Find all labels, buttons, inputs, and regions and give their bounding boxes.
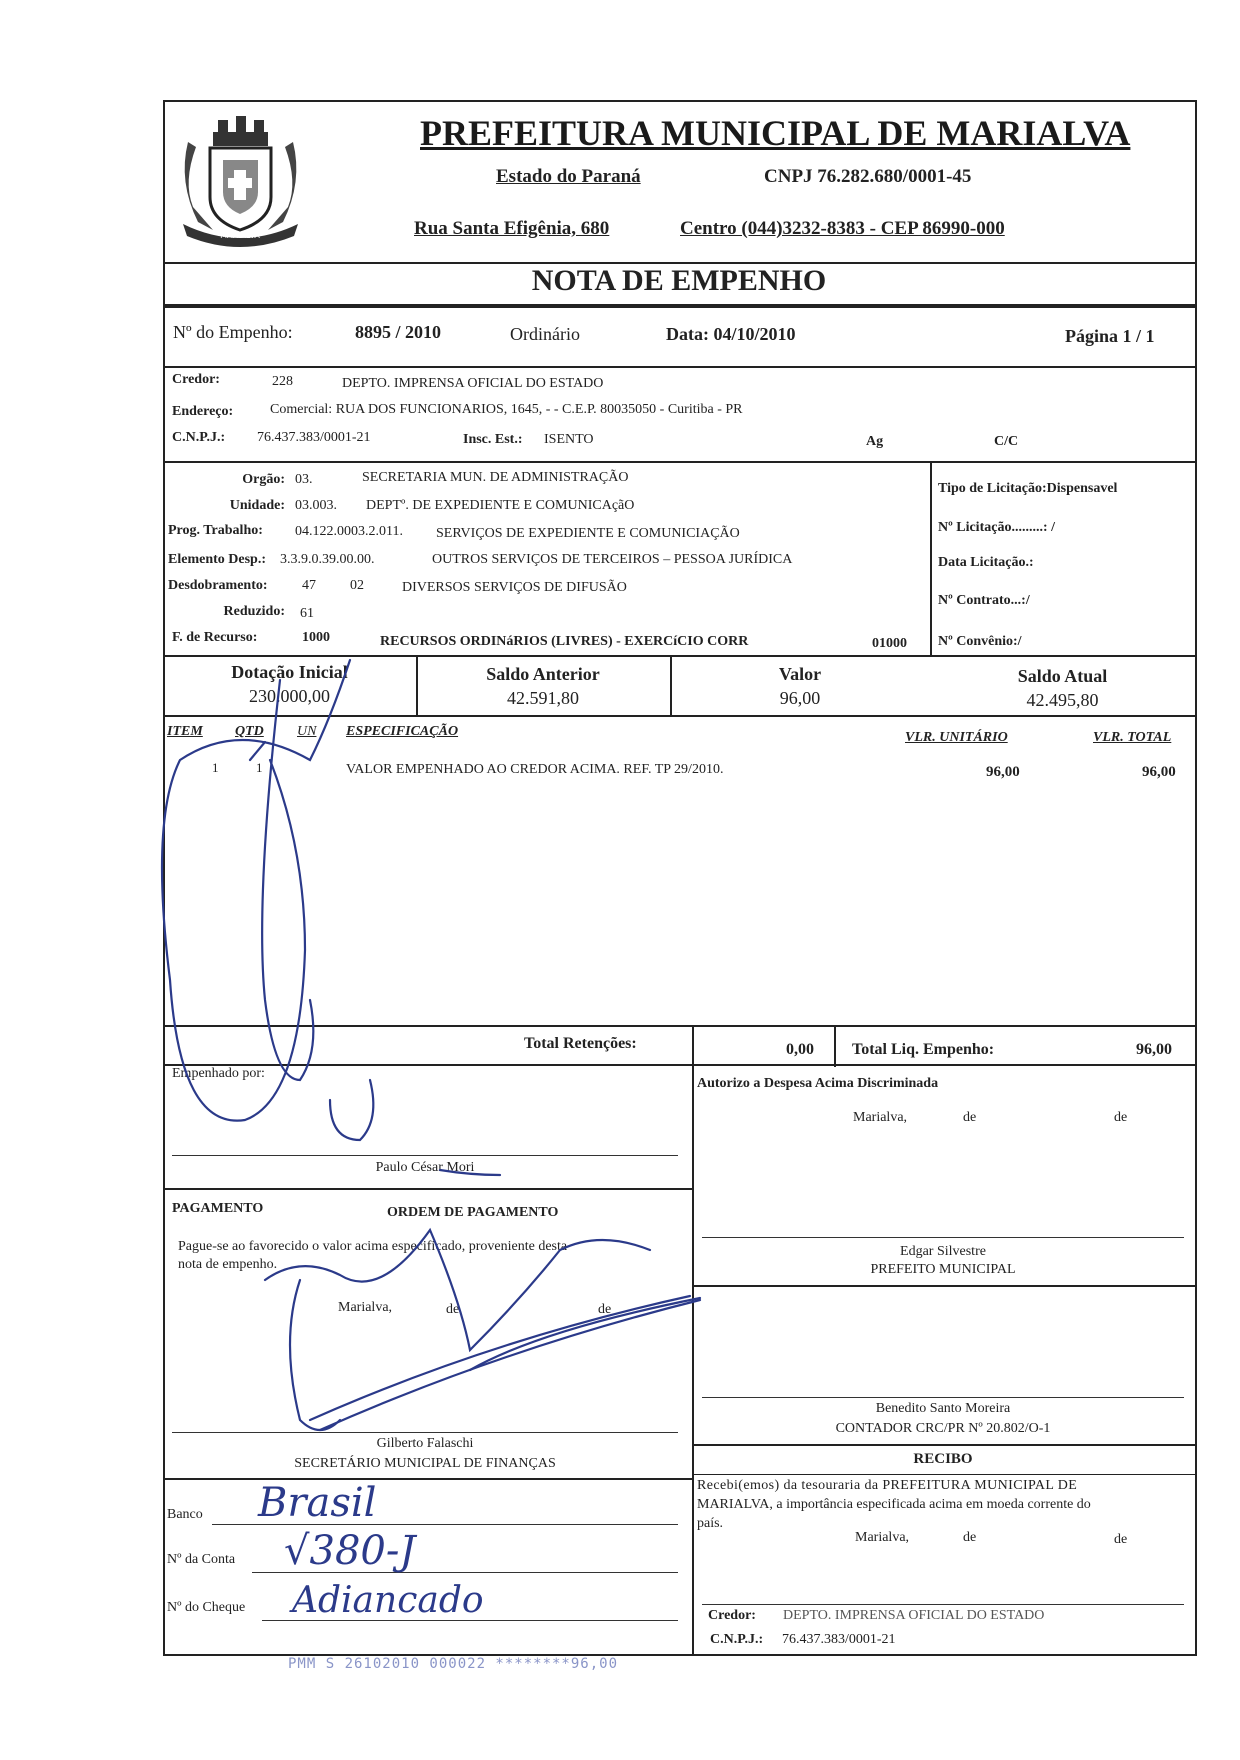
orgao-code: 03. (295, 472, 313, 487)
pagamento-de-2: de (598, 1302, 612, 1317)
retencoes-label: Total Retenções: (524, 1035, 637, 1052)
recibo-credor: DEPTO. IMPRENSA OFICIAL DO ESTADO (783, 1608, 1045, 1623)
reduzido-label: Reduzido: (223, 604, 285, 619)
valor-label: Valor (778, 664, 822, 684)
page-title: PREFEITURA MUNICIPAL DE MARIALVA (420, 113, 1131, 153)
recurso-value: RECURSOS ORDINáRIOS (LIVRES) - EXERCíCIO CORR (380, 634, 749, 649)
recibo-credor-label: Credor: (708, 1608, 756, 1623)
col-un: UN (297, 724, 317, 739)
pague-text-2: nota de empenho. (178, 1257, 278, 1272)
retencoes-value: 0,00 (786, 1041, 814, 1058)
orgao-label: Orgão: (242, 472, 285, 487)
empenho-number: 8895 / 2010 (355, 322, 442, 342)
credor-name: DEPTO. IMPRENSA OFICIAL DO ESTADO (342, 376, 604, 391)
dotacao-value: 230.000,00 (249, 686, 330, 706)
address-label: Rua Santa Efigênia, 680 (414, 218, 610, 239)
row-unit: 96,00 (986, 764, 1020, 780)
desd-label: Desdobramento: (168, 578, 268, 593)
empenhado-name: Paulo César Mori (375, 1160, 475, 1175)
pagamento-de-1: de (446, 1302, 460, 1317)
liquido-value: 96,00 (1136, 1041, 1172, 1058)
bank-stamp: PMM S 26102010 000022 ********96,00 (288, 1656, 619, 1672)
saldo-atual-label: Saldo Atual (1017, 666, 1108, 686)
pague-text: Pague-se ao favorecido o valor acima especificado, proveniente desta (178, 1239, 568, 1254)
cc-label: C/C (994, 434, 1019, 449)
elem-value: OUTROS SERVIÇOS DE TERCEIROS – PESSOA JURÍDICA (432, 552, 793, 567)
col-total: VLR. TOTAL (1093, 730, 1172, 745)
prog-code: 04.122.0003.2.011. (295, 524, 403, 539)
empenho-date: Data: 04/10/2010 (666, 324, 796, 344)
row-item: 1 (212, 760, 219, 775)
prog-label: Prog. Trabalho: (168, 523, 263, 538)
autorizo-label: Autorizo a Despesa Acima Discriminada (697, 1076, 939, 1091)
row-total: 96,00 (1142, 764, 1176, 780)
page-number: Página 1 / 1 (1065, 326, 1155, 346)
elem-code: 3.3.9.0.39.00.00. (280, 552, 375, 567)
recibo-cnpj: 76.437.383/0001-21 (782, 1632, 896, 1647)
elem-label: Elemento Desp.: (168, 552, 266, 567)
reduzido-value: 61 (300, 606, 314, 621)
pagamento-city: Marialva, (338, 1300, 393, 1315)
recibo-city: Marialva, (855, 1530, 910, 1545)
prefeito-name: Edgar Silvestre (900, 1244, 986, 1259)
autorizo-de-1: de (963, 1110, 977, 1125)
autorizo-de-2: de (1114, 1110, 1128, 1125)
recibo-label: RECIBO (913, 1451, 973, 1467)
row-qtd: 1 (256, 760, 263, 775)
recurso-code: 1000 (302, 630, 330, 645)
recurso-label: F. de Recurso: (172, 630, 258, 645)
banco-handwritten: Brasil (258, 1480, 377, 1526)
autorizo-city: Marialva, (853, 1110, 908, 1125)
prog-value: SERVIÇOS DE EXPEDIENTE E COMUNICIAÇÃO (436, 526, 740, 541)
secretario-name: Gilberto Falaschi (376, 1436, 474, 1451)
col-spec: ESPECIFICAÇÃO (346, 724, 459, 739)
cnpj-label: CNPJ 76.282.680/0001-45 (764, 166, 972, 187)
contact-label: Centro (044)3232-8383 - CEP 86990-000 (680, 218, 1005, 239)
desd-value: DIVERSOS SERVIÇOS DE DIFUSÃO (402, 580, 627, 595)
empenho-number-label: Nº do Empenho: (173, 322, 293, 342)
data-licitacao: Data Licitação.: (938, 555, 1034, 570)
cheque-label: Nº do Cheque (167, 1600, 246, 1615)
recibo-cnpj-label: C.N.P.J.: (710, 1632, 764, 1647)
address-field-label: Endereço: (172, 404, 234, 419)
unidade-code: 03.003. (295, 498, 337, 513)
conta-label: Nº da Conta (167, 1552, 236, 1567)
pagamento-label: PAGAMENTO (172, 1201, 264, 1216)
row-spec: VALOR EMPENHADO AO CREDOR ACIMA. REF. TP 29/2010. (346, 762, 724, 777)
tipo-licitacao: Tipo de Licitação:Dispensavel (938, 481, 1118, 496)
conta-handwritten: √380-J (284, 1528, 416, 1574)
credor-label: Credor: (172, 372, 220, 387)
credor-address: Comercial: RUA DOS FUNCIONARIOS, 1645, - - C.E.P. 80035050 - Curitiba - PR (270, 402, 743, 417)
insc-value: ISENTO (544, 432, 594, 447)
empenhado-label: Empenhado por: (172, 1066, 265, 1081)
saldo-atual-value: 42.495,80 (1026, 690, 1099, 710)
recibo-text-3: país. (697, 1516, 724, 1531)
liquido-label: Total Liq. Empenho: (852, 1041, 995, 1058)
cnpj-field-label: C.N.P.J.: (172, 430, 226, 445)
desd-code2: 02 (350, 578, 364, 593)
ordem-label: ORDEM DE PAGAMENTO (387, 1205, 559, 1220)
cheque-handwritten: Adiancado (292, 1580, 484, 1621)
dotacao-label: Dotação Inicial (231, 662, 348, 682)
desd-code1: 47 (302, 578, 316, 593)
recurso-code2: 01000 (872, 636, 907, 651)
svg-text:MARIALVA: MARIALVA (220, 231, 260, 240)
unidade-label: Unidade: (229, 498, 285, 513)
state-label: Estado do Paraná (496, 166, 641, 187)
saldo-anterior-value: 42.591,80 (507, 688, 579, 708)
col-unit: VLR. UNITÁRIO (905, 730, 1008, 745)
orgao-value: SECRETARIA MUN. DE ADMINISTRAÇÃO (362, 470, 629, 485)
empenho-type: Ordinário (510, 324, 580, 344)
contador-name: Benedito Santo Moreira (875, 1401, 1011, 1416)
credor-cnpj: 76.437.383/0001-21 (257, 430, 371, 445)
col-item: ITEM (167, 724, 203, 739)
contador-title: CONTADOR CRC/PR Nº 20.802/O-1 (835, 1421, 1051, 1436)
recibo-text-1: Recebi(emos) da tesouraria da PREFEITURA MUNICIPAL DE (697, 1478, 1078, 1493)
col-qtd: QTD (235, 724, 264, 739)
num-convenio: Nº Convênio:/ (938, 634, 1022, 649)
doc-title: NOTA DE EMPENHO (531, 264, 827, 297)
insc-label: Insc. Est.: (463, 432, 523, 447)
secretario-title: SECRETÁRIO MUNICIPAL DE FINANÇAS (294, 1456, 556, 1471)
prefeito-title: PREFEITO MUNICIPAL (870, 1262, 1016, 1277)
banco-label: Banco (167, 1507, 203, 1522)
num-contrato: Nº Contrato...:/ (938, 593, 1030, 608)
credor-code: 228 (272, 374, 293, 389)
num-licitacao: Nº Licitação.........: / (938, 520, 1055, 535)
unidade-value: DEPTº. DE EXPEDIENTE E COMUNICAçãO (366, 498, 635, 513)
ag-label: Ag (866, 434, 884, 449)
valor-value: 96,00 (779, 688, 821, 708)
recibo-text-2: MARIALVA, a importância especificada acima em moeda corrente do (697, 1497, 1091, 1512)
saldo-anterior-label: Saldo Anterior (486, 664, 600, 684)
recibo-de-1: de (963, 1530, 977, 1545)
recibo-de-2: de (1114, 1532, 1128, 1547)
